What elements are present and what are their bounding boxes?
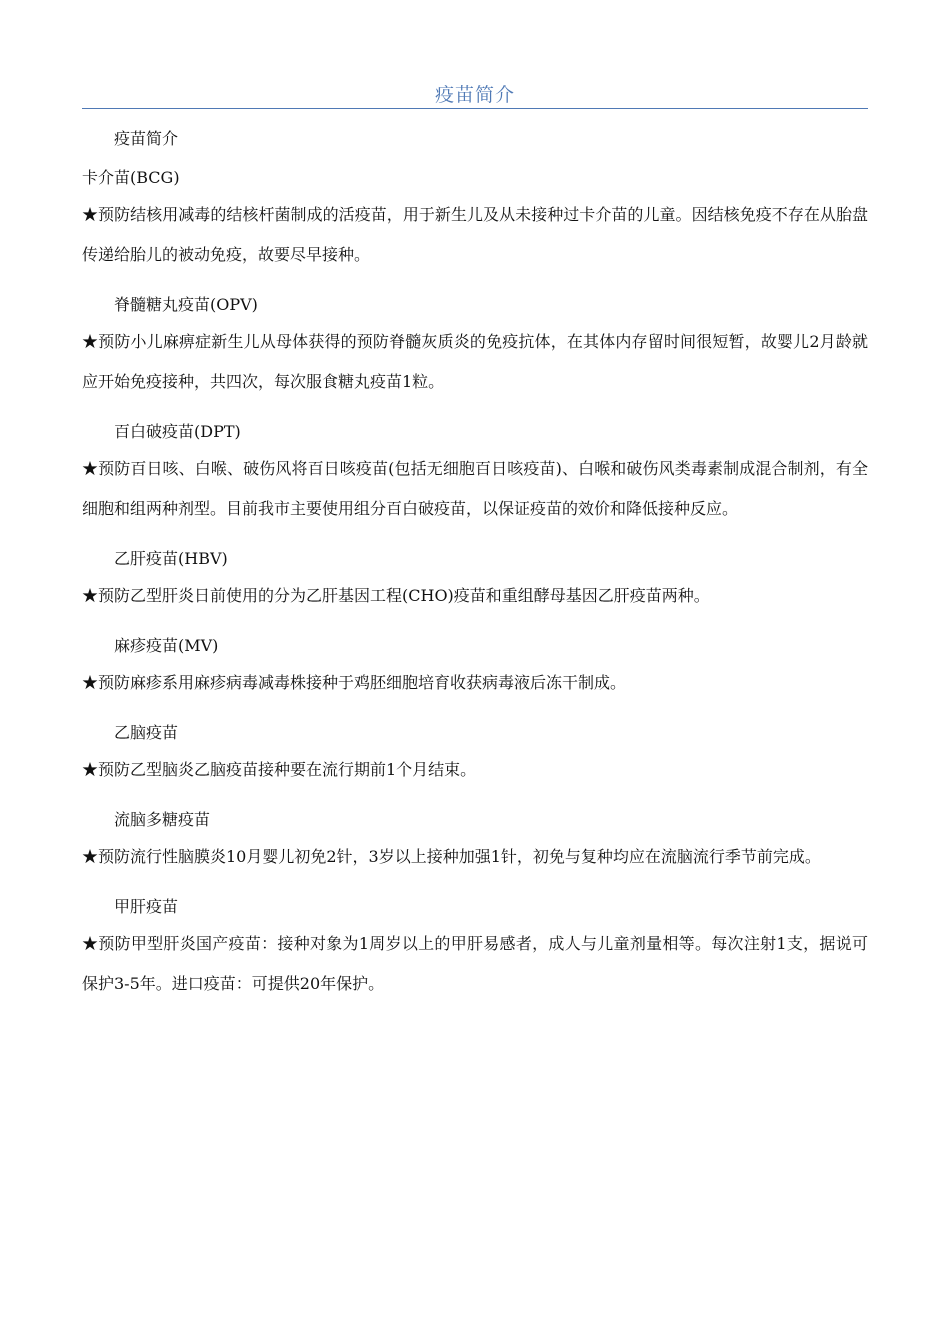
vaccine-description: ★预防麻疹系用麻疹病毒减毒株接种于鸡胚细胞培育收获病毒液后冻干制成。 bbox=[82, 673, 627, 692]
vaccine-section-mpsv bbox=[82, 806, 868, 877]
vaccine-description: ★预防乙型肝炎日前使用的分为乙肝基因工程(CHO)疫苗和重组酵母基因乙肝疫苗两种。 bbox=[82, 586, 710, 605]
title-divider bbox=[82, 108, 868, 109]
vaccine-description: ★预防乙型脑炎乙脑疫苗接种要在流行期前1个月结束。 bbox=[82, 760, 477, 779]
vaccine-name: 流脑多糖疫苗 bbox=[114, 810, 211, 829]
document-body bbox=[82, 125, 868, 1004]
vaccine-name: 乙脑疫苗 bbox=[114, 723, 179, 742]
vaccine-description: ★预防小儿麻痹症新生儿从母体获得的预防脊髓灰质炎的免疫抗体，在其体内存留时间很短暂，故婴儿2月龄就应开始免疫接种，共四次，每次服食糖丸疫苗1粒。 bbox=[82, 332, 868, 391]
vaccine-section-mv bbox=[82, 632, 868, 703]
vaccine-name: 卡介苗(BCG) bbox=[82, 168, 180, 187]
vaccine-section-je bbox=[82, 719, 868, 790]
vaccine-section-bcg bbox=[82, 164, 868, 275]
document-title: 疫苗简介 bbox=[434, 84, 515, 106]
vaccine-description: ★预防结核用减毒的结核杆菌制成的活疫苗，用于新生儿及从未接种过卡介苗的儿童。因结核免疫不存在从胎盘传递给胎儿的被动免疫，故要尽早接种。 bbox=[82, 205, 868, 264]
vaccine-name: 麻疹疫苗(MV) bbox=[114, 636, 219, 655]
vaccine-description: ★预防流行性脑膜炎10月婴儿初免2针，3岁以上接种加强1针，初免与复种均应在流脑流行季节前完成。 bbox=[82, 847, 821, 866]
intro-heading: 疫苗简介 bbox=[114, 129, 179, 148]
vaccine-section-dpt bbox=[82, 418, 868, 529]
vaccine-description: ★预防百日咳、白喉、破伤风将百日咳疫苗(包括无细胞百日咳疫苗)、白喉和破伤风类毒素制成混合制剂，有全细胞和组两种剂型。目前我市主要使用组分百白破疫苗，以保证疫苗的效价和降低接种反应。 bbox=[82, 459, 868, 518]
vaccine-name: 脊髓糖丸疫苗(OPV) bbox=[114, 295, 258, 314]
vaccine-section-hav bbox=[82, 893, 868, 1004]
vaccine-name: 百白破疫苗(DPT) bbox=[114, 422, 241, 441]
vaccine-name: 甲肝疫苗 bbox=[114, 897, 179, 916]
vaccine-name: 乙肝疫苗(HBV) bbox=[114, 549, 228, 568]
vaccine-description: ★预防甲型肝炎国产疫苗：接种对象为1周岁以上的甲肝易感者，成人与儿童剂量相等。每次注射1支，据说可保护3-5年。进口疫苗：可提供20年保护。 bbox=[82, 934, 868, 993]
vaccine-section-hbv bbox=[82, 545, 868, 616]
vaccine-section-opv bbox=[82, 291, 868, 402]
